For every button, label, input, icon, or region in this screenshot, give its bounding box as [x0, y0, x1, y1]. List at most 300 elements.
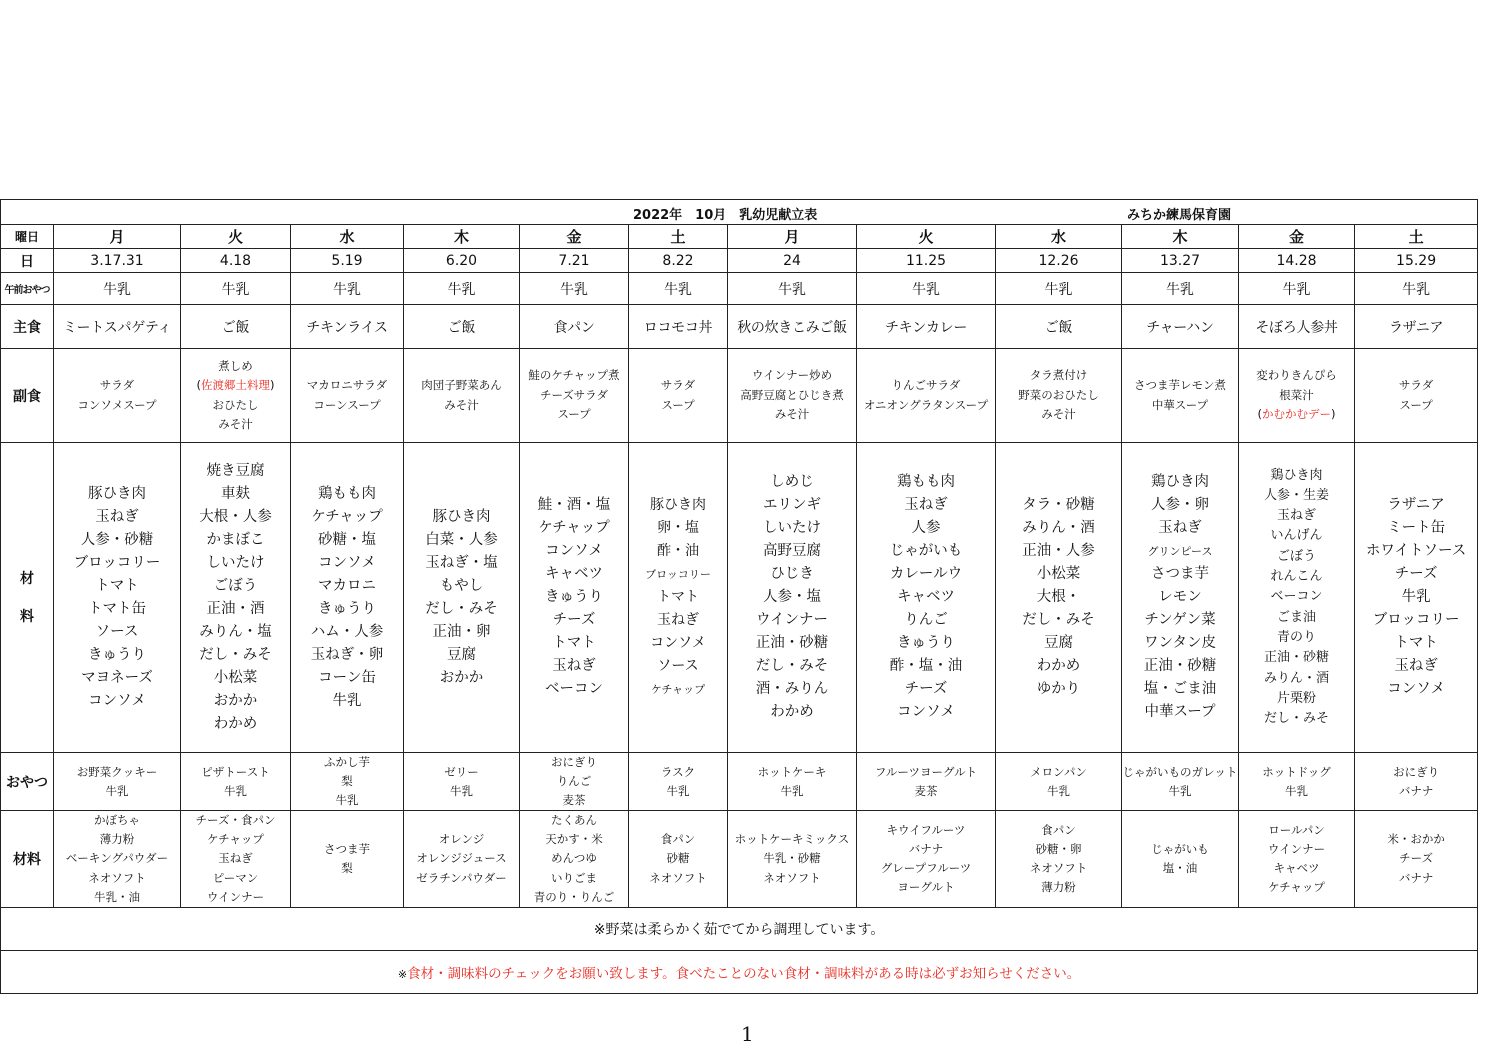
ingredient-item: チーズ: [1394, 566, 1438, 582]
side-dish-item: マカロニサラダ: [306, 378, 388, 392]
ingredient-item: ウインナー: [755, 612, 829, 628]
ingredient-item: 白菜・人参: [425, 531, 498, 548]
weekday-cell: 水: [996, 225, 1122, 249]
morning-snack-label: 午前おやつ: [1, 273, 54, 305]
ingredient-item: ごま油: [1276, 609, 1316, 625]
morning-snack-cell: 牛乳: [996, 273, 1122, 305]
ingredient-item: かまぼこ: [206, 531, 265, 548]
side-dish-item: コーンスープ: [313, 397, 381, 412]
staple-cell: ご飯: [181, 305, 291, 349]
snack-ingredient-item: チーズ: [1399, 851, 1434, 866]
snack-ingredient-item: 塩・油: [1162, 861, 1198, 875]
morning-snack-cell: 牛乳: [1122, 273, 1239, 305]
ingredient-item: ひじき: [770, 566, 814, 582]
side-label: 副食: [1, 349, 54, 443]
ingredient-item: 玉ねぎ・塩: [425, 554, 498, 571]
ingredient-item: もやし: [439, 577, 484, 594]
side-dish-cell: [291, 349, 404, 443]
staple-label: 主食: [1, 305, 54, 349]
ingredient-item: 人参・塩: [763, 589, 821, 605]
ingredient-item: 玉ねぎ: [1394, 658, 1438, 674]
date-cell: 3.17.31: [54, 249, 181, 273]
morning-snack-cell: 牛乳: [291, 273, 404, 305]
morning-snack-cell: 牛乳: [181, 273, 291, 305]
snack-item: じゃがいものガレット: [1122, 764, 1238, 779]
ingredient-item: だし・みそ: [1263, 711, 1329, 727]
snack-ingredient-item: ネオソフト: [763, 870, 821, 885]
weekday-label: 曜日: [1, 225, 54, 249]
note-mark: ※: [397, 968, 408, 982]
ingredient-item: 酢・油: [657, 543, 699, 559]
weekday-cell: 月: [728, 225, 857, 249]
staple-cell: そぼろ人参丼: [1239, 305, 1355, 349]
snack-item: ゼリー: [444, 764, 479, 779]
ingredient-item: 焼き豆腐: [206, 462, 265, 479]
weekday-cell: 水: [291, 225, 404, 249]
ingredient-item: 正油・卵: [432, 623, 491, 640]
ingredient-item: れんこん: [1270, 569, 1323, 585]
snack-item: りんご: [556, 774, 592, 788]
ingredient-item: 牛乳: [1401, 589, 1431, 605]
snack-cell: [1239, 753, 1355, 811]
ingredient-item: チンゲン菜: [1144, 612, 1216, 628]
snack-item: 牛乳: [780, 783, 804, 798]
ingredients-cell: [54, 443, 181, 753]
snack-ingredient-item: ネオソフト: [88, 870, 146, 885]
staple-cell: チキンカレー: [857, 305, 996, 349]
ingredient-item: ベーコン: [545, 681, 603, 697]
date-cell: 7.21: [520, 249, 629, 273]
snack-ingredients-cell: [54, 811, 181, 908]
date-cell: 13.27: [1122, 249, 1239, 273]
side-dish-item: オニオングラタンスープ: [863, 397, 989, 412]
allergy-check-note: [1, 951, 1478, 994]
ingredient-item: レモン: [1158, 589, 1202, 605]
ingredient-item: だし・みそ: [199, 646, 272, 663]
side-dish-item: みそ汁: [218, 417, 253, 431]
ingredient-item: ブロッコリー: [73, 554, 161, 571]
ingredients-label-char-2: 料: [20, 608, 34, 625]
ingredient-item: きゅうり: [545, 589, 603, 605]
note-row-soft: [1, 908, 1478, 951]
ingredient-item: しめじ: [770, 474, 814, 490]
ingredient-item: トマト: [657, 589, 699, 605]
snack-item: 麦茶: [562, 793, 586, 807]
ingredient-item: ミート缶: [1387, 520, 1446, 536]
side-dish-item: 野菜のおひたし: [1018, 387, 1099, 402]
snack-ingredient-item: 砂糖: [666, 851, 690, 866]
ingredient-item: 大根・人参: [199, 508, 272, 525]
staple-cell: チャーハン: [1122, 305, 1239, 349]
side-dish-item: スープ: [557, 407, 591, 422]
snack-item: メロンパン: [1030, 764, 1087, 779]
ingredient-item: ベーコン: [1270, 589, 1323, 605]
weekday-cell: 月: [54, 225, 181, 249]
side-dish-item: りんごサラダ: [891, 378, 961, 392]
ingredient-item: ラザニア: [1387, 497, 1445, 513]
ingredient-item: 玉ねぎ: [95, 508, 139, 525]
ingredients-cell: [520, 443, 629, 753]
side-dish-item: 中華スープ: [1151, 397, 1209, 412]
ingredient-item: ワンタン皮: [1144, 635, 1216, 651]
snack-cell: [181, 753, 291, 811]
snack-ingredient-item: オレンジ: [438, 832, 485, 847]
ingredient-item: ケチャップ: [538, 520, 610, 536]
side-dish-item: ウインナー炒め: [751, 368, 833, 383]
ingredients-cell: [857, 443, 996, 753]
snack-ingredient-item: ネオソフト: [1029, 861, 1088, 875]
side-dish-item: みそ汁: [1041, 407, 1076, 422]
ingredients-cell: [1355, 443, 1478, 753]
title-cell: [1, 200, 1478, 225]
snack-item: 麦茶: [914, 783, 938, 798]
snack-row: [1, 753, 1478, 811]
side-dish-item: 鮭のケチャップ煮: [528, 368, 620, 383]
side-dish-row: [1, 349, 1478, 443]
page-number: 1: [741, 1022, 754, 1046]
ingredient-item: チーズ: [552, 612, 596, 628]
snack-item: 牛乳: [335, 793, 359, 807]
snack-ingredient-item: バナナ: [908, 841, 944, 856]
snack-ingredient-item: 梨: [341, 861, 353, 875]
staple-cell: 食パン: [520, 305, 629, 349]
snack-cell: [857, 753, 996, 811]
ingredient-item: キャベツ: [545, 566, 603, 582]
morning-snack-cell: 牛乳: [857, 273, 996, 305]
snack-cell: [291, 753, 404, 811]
snack-ingredient-item: 米・おかか: [1387, 832, 1445, 847]
snack-ingredient-item: ケチャップ: [207, 832, 264, 847]
snack-cell: [520, 753, 629, 811]
snack-item: 牛乳: [1285, 783, 1308, 798]
staple-cell: チキンライス: [291, 305, 404, 349]
side-dish-item: スープ: [661, 397, 695, 412]
side-dish-cell: [857, 349, 996, 443]
staple-cell: ロコモコ丼: [629, 305, 728, 349]
ingredient-item: だし・みそ: [755, 658, 829, 674]
ingredients-label: [1, 443, 54, 753]
snack-ingredient-item: ヨーグルト: [897, 880, 955, 895]
ingredients-cell: [291, 443, 404, 753]
side-dish-cell: [520, 349, 629, 443]
ingredient-item: きゅうり: [88, 646, 146, 663]
soft-vegetables-note: ※野菜は柔らかく茹でてから調理しています。: [1, 908, 1478, 951]
snack-ingredient-item: オレンジジュース: [416, 851, 507, 866]
side-dish-cell: [1122, 349, 1239, 443]
snack-item: お野菜クッキー: [76, 764, 158, 779]
morning-snack-cell: 牛乳: [728, 273, 857, 305]
ingredient-item: 豚ひき肉: [432, 508, 491, 525]
snack-cell: [1122, 753, 1239, 811]
snack-ingredient-item: バナナ: [1398, 870, 1434, 885]
ingredients-cell: [404, 443, 520, 753]
ingredient-item: 鶏ひき肉: [1151, 474, 1209, 490]
side-dish-cell: [728, 349, 857, 443]
ingredient-item: 正油・人参: [1022, 543, 1095, 559]
ingredient-item: さつま芋: [1151, 566, 1209, 582]
ingredient-item: じゃがいも: [889, 543, 963, 559]
ingredient-item: 玉ねぎ: [657, 612, 699, 628]
ingredient-item: ホワイトソース: [1365, 543, 1467, 559]
ingredient-item: ブロッコリー: [645, 568, 711, 581]
staple-cell: ラザニア: [1355, 305, 1478, 349]
snack-cell: [404, 753, 520, 811]
ingredient-item: 玉ねぎ・卵: [310, 646, 384, 663]
side-dish-item: おひたし: [212, 397, 259, 412]
morning-snack-cell: 牛乳: [54, 273, 181, 305]
snack-ingredient-item: いりごま: [551, 870, 597, 885]
ingredient-item: ケチャップ: [311, 508, 383, 525]
snack-cell: [728, 753, 857, 811]
ingredients-row: [1, 443, 1478, 753]
ingredient-item: エリンギ: [763, 497, 821, 513]
staple-cell: ご飯: [404, 305, 520, 349]
date-cell: 14.28: [1239, 249, 1355, 273]
snack-ingredients-cell: [996, 811, 1122, 908]
ingredient-item: 鶏ひき肉: [1270, 467, 1323, 483]
snack-ingredient-item: チーズ・食パン: [195, 813, 276, 827]
date-cell: 6.20: [404, 249, 520, 273]
date-row: [1, 249, 1478, 273]
weekday-cell: 木: [1122, 225, 1239, 249]
ingredient-item: わかめ: [770, 704, 814, 720]
ingredient-item: 鶏もも肉: [897, 474, 955, 490]
snack-ingredient-item: めんつゆ: [551, 851, 597, 866]
ingredient-item: 小松菜: [213, 669, 258, 686]
weekday-cell: 木: [404, 225, 520, 249]
ingredient-item: 玉ねぎ: [904, 497, 948, 513]
snack-item: ホットケーキ: [757, 764, 827, 779]
side-dish-item: サラダ: [660, 378, 696, 392]
snack-item: バナナ: [1398, 783, 1434, 798]
ingredient-item: みりん・酒: [1263, 670, 1329, 686]
ingredient-item: ソース: [657, 658, 699, 674]
ingredient-item: マカロニ: [318, 577, 376, 594]
snack-ingredient-item: ウインナー: [1267, 841, 1326, 856]
snack-item: おにぎり: [1393, 764, 1440, 779]
ingredient-item: コンソメ: [1387, 681, 1445, 697]
ingredient-item: だし・みそ: [425, 600, 498, 617]
snack-ingredient-item: ウインナー: [206, 889, 265, 904]
side-dish-item: コンソメスープ: [77, 397, 157, 412]
snack-ingredients-cell: [629, 811, 728, 908]
side-dish-item: サラダ: [1398, 378, 1434, 392]
ingredient-item: きゅうり: [897, 635, 955, 651]
snack-ingredients-row: [1, 811, 1478, 908]
snack-cell: [629, 753, 728, 811]
snack-ingredients-cell: [520, 811, 629, 908]
ingredient-item: ソース: [95, 623, 139, 640]
side-dish-item: 煮しめ: [218, 358, 253, 373]
snack-item: ホットドッグ: [1262, 764, 1331, 779]
side-dish-item: 変わりきんぴら: [1256, 368, 1337, 383]
ingredient-item: 正油・砂糖: [755, 635, 829, 651]
date-cell: 11.25: [857, 249, 996, 273]
weekday-cell: 火: [181, 225, 291, 249]
weekday-row: [1, 225, 1478, 249]
ingredient-item: 車麸: [221, 485, 250, 502]
snack-ingredient-item: じゃがいも: [1151, 841, 1209, 856]
day-label: 日: [1, 249, 54, 273]
morning-snack-cell: 牛乳: [1239, 273, 1355, 305]
ingredient-item: おかか: [439, 669, 484, 686]
ingredient-item: 鶏もも肉: [318, 485, 376, 502]
ingredient-item: ケチャップ: [650, 683, 706, 696]
ingredient-item: トマト: [1394, 635, 1438, 651]
ingredient-item: チーズ: [904, 681, 948, 697]
side-dish-item: 高野豆腐とひじき煮: [740, 387, 844, 402]
snack-cell: [54, 753, 181, 811]
ingredient-item: 卵・塩: [657, 520, 699, 536]
ingredient-item: いんげん: [1270, 528, 1323, 544]
snack-ingredients-cell: [291, 811, 404, 908]
snack-ingredient-item: 天かす・米: [545, 832, 603, 847]
ingredient-item: ハム・人参: [310, 623, 384, 640]
ingredient-item: コンソメ: [545, 543, 603, 559]
ingredient-item: 酒・みりん: [755, 681, 829, 697]
snack-ingredient-item: かぼちゃ: [94, 813, 140, 827]
side-dish-item: スープ: [1399, 397, 1433, 412]
ingredients-label-char-1: 材: [20, 570, 34, 587]
ingredient-item: 豆腐: [447, 646, 476, 663]
snack-label: おやつ: [1, 753, 54, 811]
snack-item: 牛乳: [450, 783, 473, 798]
snack-ingredient-item: ホットケーキミックス: [734, 832, 850, 847]
highlight-text: かむかむデー: [1262, 407, 1331, 422]
snack-ingredient-item: キウイフルーツ: [886, 822, 966, 837]
snack-cell: [1355, 753, 1478, 811]
ingredient-item: コンソメ: [318, 554, 376, 571]
snack-item: ピザトースト: [201, 764, 270, 779]
snack-ingredient-item: 食パン: [1041, 822, 1076, 837]
ingredient-item: 酢・塩・油: [889, 658, 963, 674]
date-cell: 24: [728, 249, 857, 273]
ingredients-cell: [181, 443, 291, 753]
snack-ingredient-item: ゼラチンパウダー: [416, 870, 507, 885]
snack-ingredient-item: 薄力粉: [1041, 880, 1076, 895]
snack-item: 梨: [341, 774, 353, 788]
ingredient-item: ブロッコリー: [1372, 612, 1460, 628]
ingredient-item: ごぼう: [213, 577, 258, 594]
ingredient-item: 中華スープ: [1144, 704, 1216, 720]
snack-ingredient-item: 牛乳・油: [94, 889, 140, 904]
ingredient-item: 鮭・酒・塩: [537, 497, 611, 513]
ingredient-item: 大根・: [1036, 589, 1081, 605]
snack-ingredient-item: 玉ねぎ: [218, 851, 253, 866]
ingredient-item: トマト: [552, 635, 596, 651]
staple-cell: 秋の炊きこみご飯: [728, 305, 857, 349]
side-dish-item: 根菜汁: [1279, 387, 1314, 402]
side-dish-cell: [54, 349, 181, 443]
ingredient-item: 玉ねぎ: [1276, 508, 1316, 524]
ingredient-item: みりん・酒: [1022, 520, 1095, 536]
school-name: みちか練馬保育園: [1127, 208, 1232, 223]
weekday-cell: 火: [857, 225, 996, 249]
morning-snack-cell: 牛乳: [1355, 273, 1478, 305]
ingredients-cell: [996, 443, 1122, 753]
ingredients-cell: [728, 443, 857, 753]
allergy-check-text: 食材・調味料のチェックをお願い致します。食べたことのない食材・調味料がある時は必ずお知らせください。: [407, 966, 1081, 983]
ingredient-item: トマト缶: [88, 600, 146, 617]
note-row-check: [1, 951, 1478, 994]
side-dish-item: (かむかむデー): [1257, 407, 1336, 422]
snack-ingredient-item: ベーキングパウダー: [65, 851, 169, 866]
menu-table: [0, 199, 1478, 994]
date-cell: 5.19: [291, 249, 404, 273]
highlight-text: 佐渡郷土料理: [201, 378, 270, 392]
side-dish-item: (佐渡郷土料理): [196, 378, 275, 392]
ingredient-item: コンソメ: [897, 704, 955, 720]
ingredient-item: 砂糖・塩: [318, 531, 376, 548]
snack-ingredient-item: ロールパン: [1268, 822, 1325, 837]
snack-item: ふかし芋: [324, 755, 370, 769]
side-dish-cell: [1239, 349, 1355, 443]
side-dish-item: 肉団子野菜あん: [421, 378, 502, 392]
weekday-cell: 土: [629, 225, 728, 249]
menu-title: 2022年 10月 乳幼児献立表: [633, 208, 818, 223]
snack-item: 牛乳: [1168, 783, 1192, 798]
ingredient-item: しいたけ: [206, 554, 265, 571]
snack-ingredients-cell: [181, 811, 291, 908]
ingredient-item: きゅうり: [318, 600, 376, 617]
morning-snack-cell: 牛乳: [404, 273, 520, 305]
ingredient-item: 青のり: [1276, 629, 1316, 645]
ingredient-item: 人参・砂糖: [80, 531, 154, 548]
ingredients-cell: [629, 443, 728, 753]
ingredient-item: コンソメ: [650, 635, 706, 651]
snack-ingredient-item: ネオソフト: [649, 870, 707, 885]
ingredient-item: 玉ねぎ: [552, 658, 596, 674]
ingredient-item: みりん・塩: [199, 623, 272, 640]
ingredient-item: 正油・砂糖: [1263, 650, 1329, 666]
weekday-cell: 金: [1239, 225, 1355, 249]
snack-ingredient-item: たくあん: [551, 813, 597, 827]
ingredient-item: 高野豆腐: [763, 543, 821, 559]
ingredient-item: 片栗粉: [1276, 690, 1316, 706]
ingredients-cell: [1239, 443, 1355, 753]
ingredient-item: カレールウ: [889, 566, 963, 582]
weekday-cell: 金: [520, 225, 629, 249]
ingredient-item: キャベツ: [897, 589, 955, 605]
ingredient-item: コンソメ: [88, 692, 146, 709]
ingredient-item: りんご: [904, 612, 948, 628]
side-dish-item: サラダ: [99, 378, 135, 392]
ingredient-item: しいたけ: [763, 520, 821, 536]
snack-item: 牛乳: [224, 783, 247, 798]
snack-ingredients-cell: [1122, 811, 1239, 908]
snack-item: ラスク: [660, 764, 696, 779]
date-cell: 4.18: [181, 249, 291, 273]
snack-ingredient-item: キャベツ: [1273, 861, 1320, 875]
ingredient-item: ゆかり: [1036, 681, 1081, 697]
ingredient-item: トマト: [95, 577, 139, 594]
side-dish-item: チーズサラダ: [539, 387, 609, 402]
ingredient-item: ごぼう: [1276, 548, 1316, 564]
side-dish-cell: [404, 349, 520, 443]
snack-ingredient-item: 砂糖・卵: [1035, 841, 1082, 856]
ingredients-cell: [1122, 443, 1239, 753]
ingredient-item: 豆腐: [1044, 635, 1073, 651]
ingredient-item: 玉ねぎ: [1158, 520, 1202, 536]
ingredient-item: マヨネーズ: [81, 669, 153, 686]
ingredient-item: わかめ: [1036, 658, 1081, 674]
snack-item: フルーツヨーグルト: [874, 764, 978, 779]
snack-ingredient-item: 食パン: [660, 832, 696, 847]
snack-ingredient-item: ピーマン: [212, 870, 259, 885]
ingredient-item: 正油・酒: [206, 600, 265, 617]
snack-ingredients-label: 材料: [1, 811, 54, 908]
ingredient-item: グリンピース: [1147, 545, 1213, 558]
